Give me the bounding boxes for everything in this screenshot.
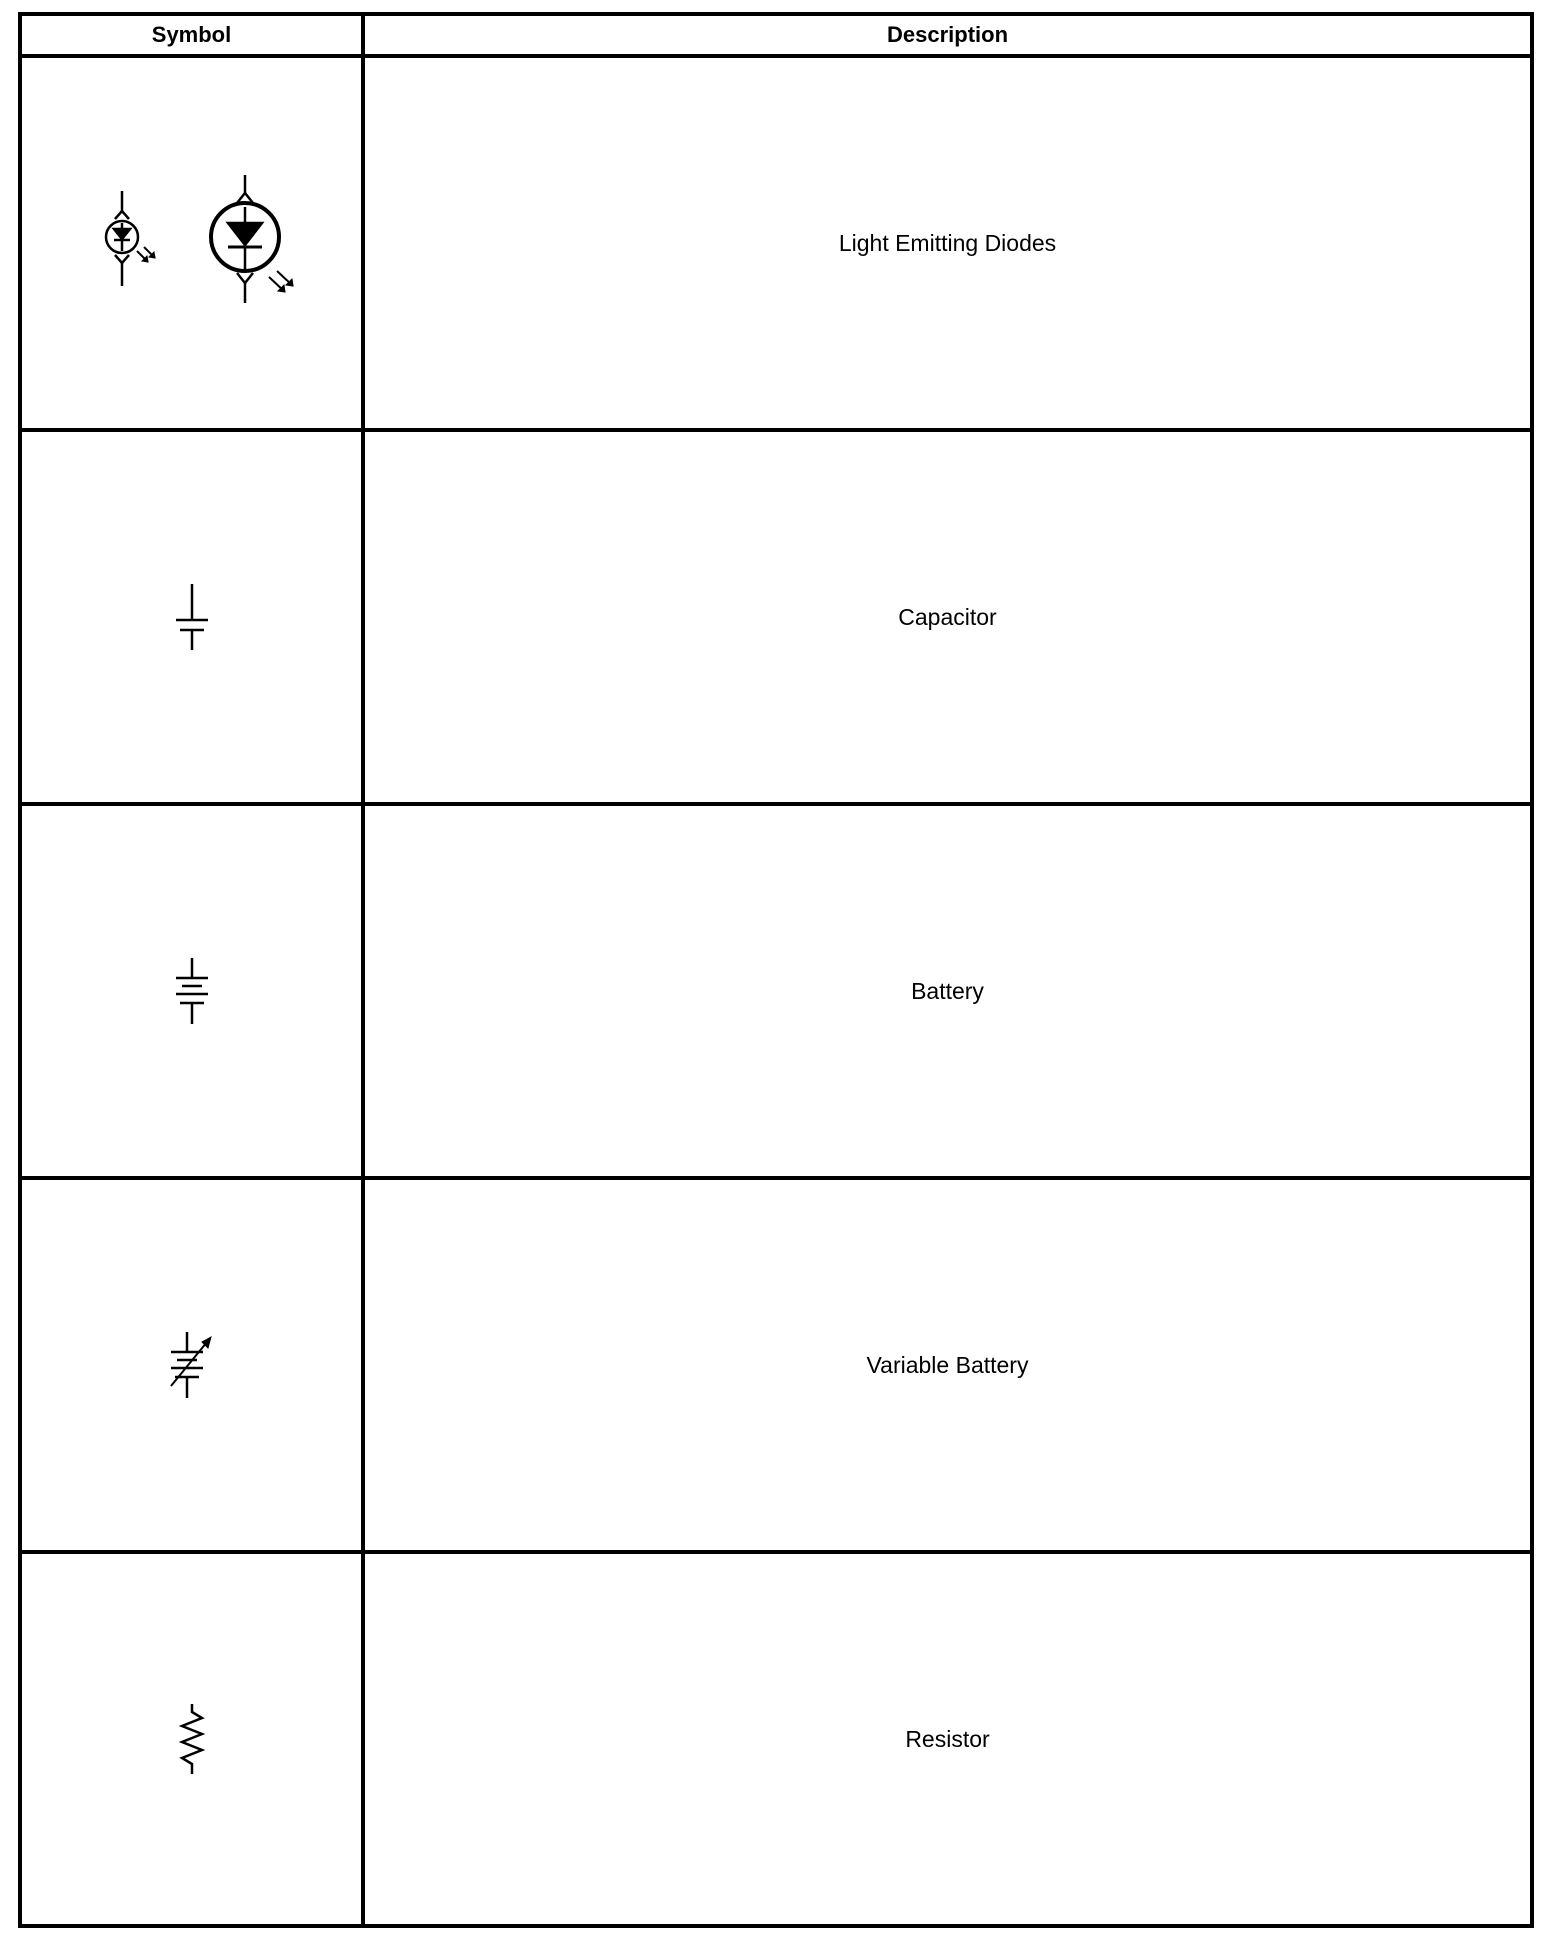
header-row bbox=[20, 14, 1532, 56]
description-text: Variable Battery bbox=[866, 1351, 1029, 1378]
symbol-cell bbox=[20, 56, 363, 430]
led-icon bbox=[82, 173, 302, 313]
symbol-cell bbox=[20, 430, 363, 804]
symbol-cell bbox=[20, 1178, 363, 1552]
symbol-table bbox=[18, 12, 1534, 1928]
battery-icon bbox=[172, 956, 212, 1026]
capacitor-icon bbox=[172, 582, 212, 652]
table-row bbox=[20, 1178, 1532, 1552]
variable-battery-icon bbox=[167, 1330, 217, 1400]
description-cell bbox=[363, 804, 1532, 1178]
description-cell bbox=[363, 430, 1532, 804]
description-text: Capacitor bbox=[898, 603, 997, 630]
description-text: Resistor bbox=[905, 1725, 990, 1752]
symbol-cell bbox=[20, 804, 363, 1178]
symbol-column-header: Symbol bbox=[20, 14, 363, 56]
table-row bbox=[20, 1552, 1532, 1926]
table-row bbox=[20, 56, 1532, 430]
description-cell bbox=[363, 1178, 1532, 1552]
table-row bbox=[20, 430, 1532, 804]
description-cell bbox=[363, 56, 1532, 430]
description-cell bbox=[363, 1552, 1532, 1926]
description-text: Light Emitting Diodes bbox=[838, 229, 1057, 256]
description-column-header: Description bbox=[363, 14, 1532, 56]
resistor-icon bbox=[172, 1702, 212, 1776]
table-row bbox=[20, 804, 1532, 1178]
symbol-cell bbox=[20, 1552, 363, 1926]
description-text: Battery bbox=[911, 977, 984, 1004]
